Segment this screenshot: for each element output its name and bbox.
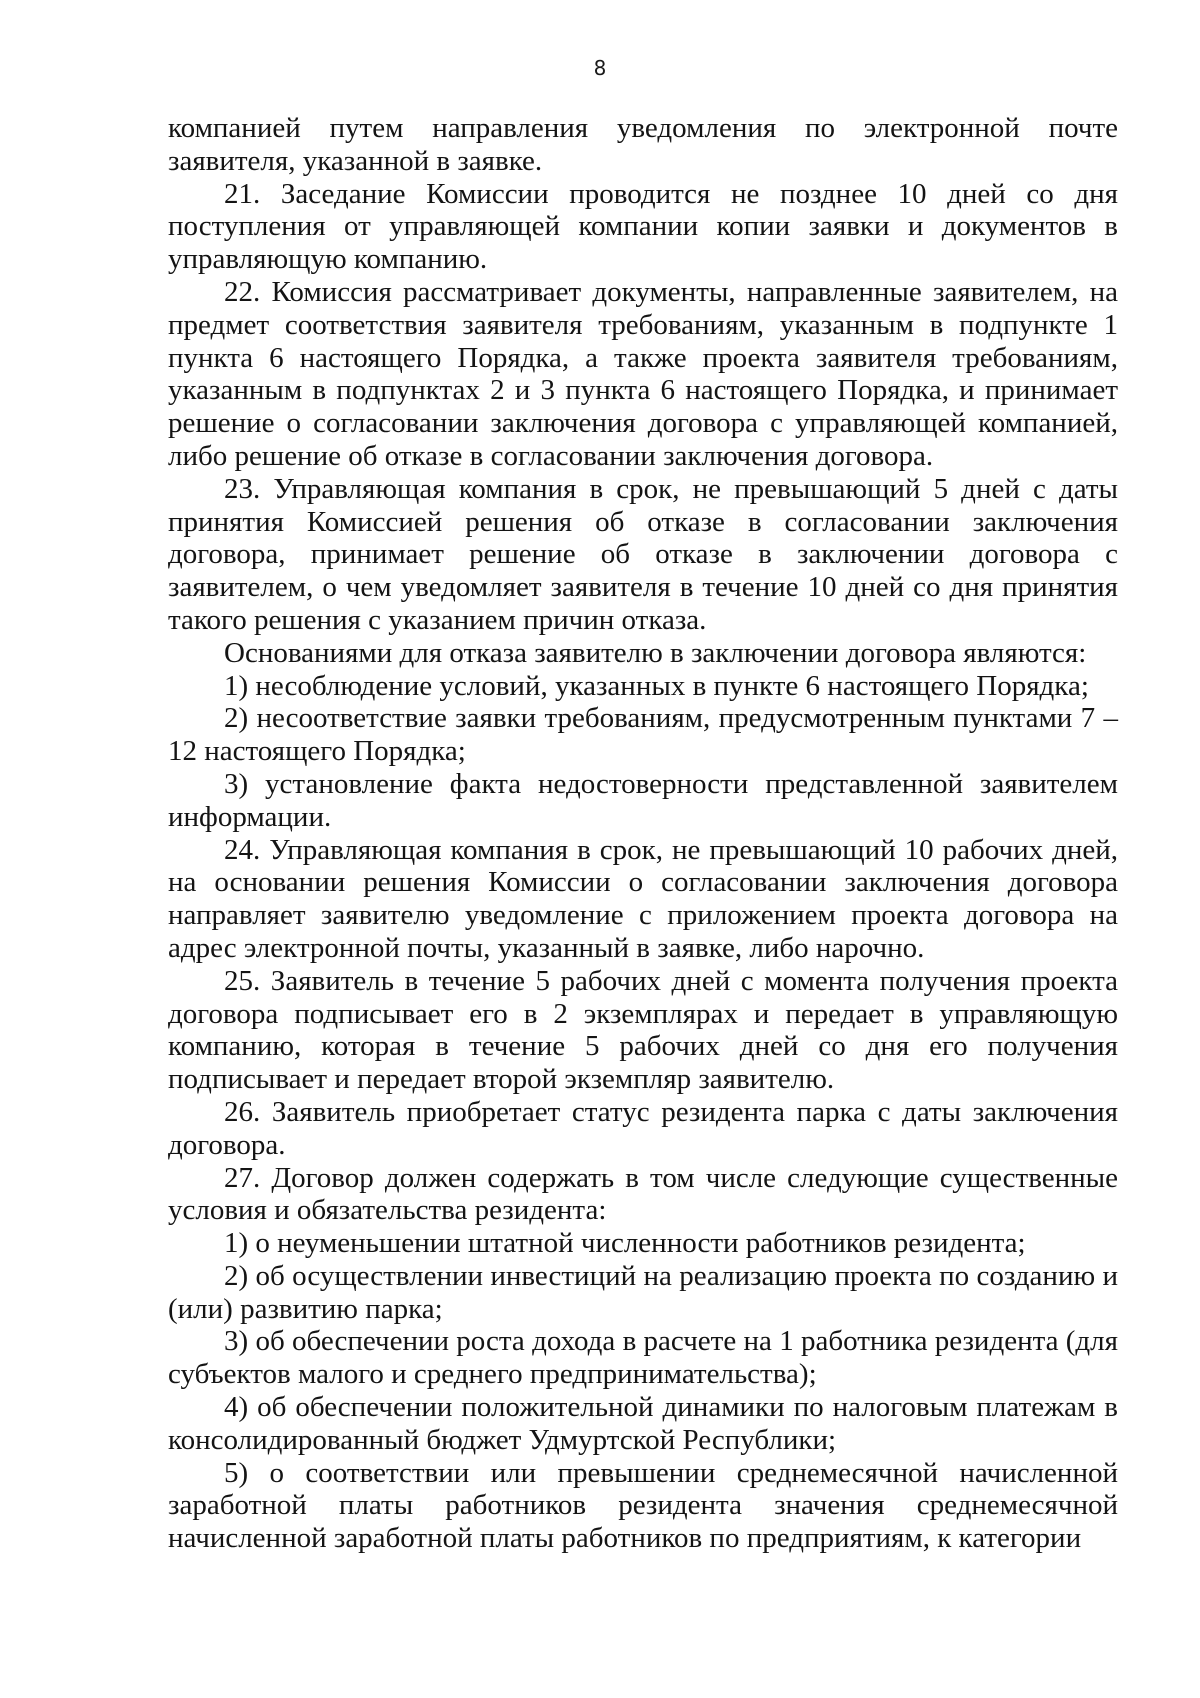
refusal-ground-3: 3) установление факта недостоверности представленной заявителем информации. [168,767,1118,833]
refusal-ground-2: 2) несоответствие заявки требованиям, предусмотренным пунктами 7 – 12 настоящего Порядка; [168,702,1118,768]
paragraph-27: 27. Договор должен содержать в том числе следующие существенные условия и обязательства резидента: [168,1161,1118,1227]
condition-5: 5) о соответствии или превышении среднемесячной начисленной заработной платы работников резидента значения среднемесячной начисленной заработной платы работников по предприятиям, к категории [168,1456,1118,1555]
condition-4: 4) об обеспечении положительной динамики по налоговым платежам в консолидированный бюджет Удмуртской Республики; [168,1391,1118,1456]
refusal-grounds-intro: Основаниями для отказа заявителю в заключении договора являются: [224,636,1087,669]
paragraph-continuation: компанией путем направления уведомления по электронной почте заявителя, указанной в заявке. [168,112,1118,177]
paragraph-23: 23. Управляющая компания в срок, не превышающий 5 дней с даты принятия Комиссией решения об отказе в согласовании заключения договора, принимает решение об отказе в заключении договора с заявителем, о чем уведомляет заявителя в течение 10 дней со дня принятия такого решения с указанием причин отказа. [168,472,1118,636]
page-number: 8 [593,56,607,80]
condition-3: 3) об обеспечении роста дохода в расчете на 1 работника резидента (для субъектов малого и среднего предпринимательства); [168,1325,1118,1391]
condition-2: 2) об осуществлении инвестиций на реализацию проекта по созданию и (или) развитию парка; [168,1259,1118,1325]
paragraph-25: 25. Заявитель в течение 5 рабочих дней с момента получения проекта договора подписывает его в 2 экземплярах и передает в управляющую компанию, которая в течение 5 рабочих дней со дня его получения подписывает и передает второй экземпляр заявителю. [168,964,1118,1096]
refusal-ground-1: 1) несоблюдение условий, указанных в пункте 6 настоящего Порядка; [224,669,1089,702]
condition-1: 1) о неуменьшении штатной численности работников резидента; [224,1227,1026,1260]
paragraph-22: 22. Комиссия рассматривает документы, направленные заявителем, на предмет соответствия заявителя требованиям, указанным в подпункте 1 пункта 6 настоящего Порядка, а также проекта заявителя требованиям, указанным в подпунктах 2 и 3 пункта 6 настоящего Порядка, и принимает решение о согласовании заключения договора с управляющей компанией, либо решение об отказе в согласовании заключения договора. [168,275,1118,472]
document-body [168,112,1118,1555]
paragraph-26: 26. Заявитель приобретает статус резидента парка с даты заключения договора. [168,1095,1118,1161]
paragraph-24: 24. Управляющая компания в срок, не превышающий 10 рабочих дней, на основании решения Комиссии о согласовании заключения договора направляет заявителю уведомление с приложением проекта договора на адрес электронной почты, указанный в заявке, либо нарочно. [168,833,1118,964]
paragraph-21: 21. Заседание Комиссии проводится не позднее 10 дней со дня поступления от управляющей компании копии заявки и документов в управляющую компанию. [168,177,1118,276]
